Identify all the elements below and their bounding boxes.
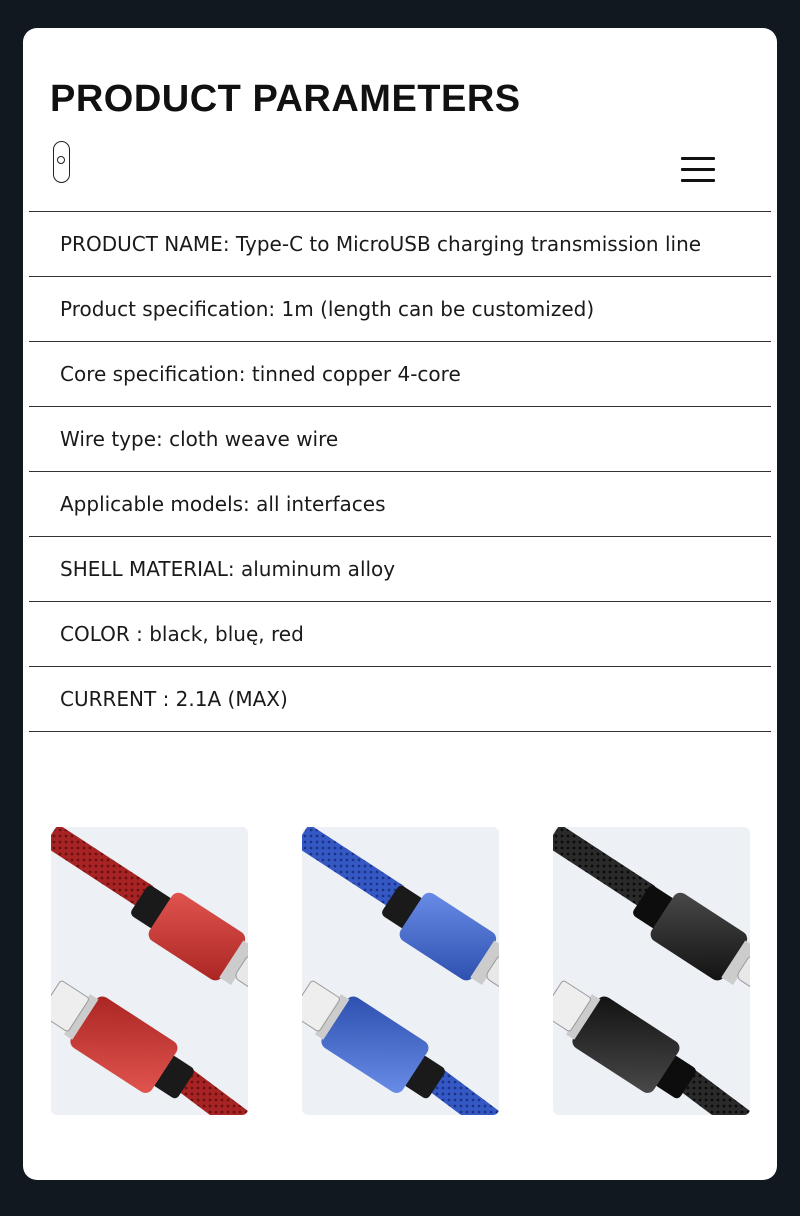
param-text: PRODUCT NAME: Type-C to MicroUSB charging transmission line [60,232,702,256]
param-text: Product specification: 1m (length can be customized) [60,297,595,321]
param-text: CURRENT : 2.1A (MAX) [60,687,288,711]
param-text: Applicable models: all interfaces [60,492,386,516]
hamburger-menu-icon[interactable] [681,157,715,183]
param-text: Wire type: cloth weave wire [60,427,339,451]
param-row-product-name [29,212,771,277]
blue-cable-image [302,827,499,1115]
param-row-core [29,342,771,407]
param-row-current [29,667,771,732]
black-cable-image [553,827,750,1115]
mouse-scroll-icon [53,141,70,183]
param-text: COLOR : black, bluę, red [60,622,304,646]
param-row-color [29,602,771,667]
param-text: Core specification: tinned copper 4-core [60,362,461,386]
param-row-shell [29,537,771,602]
param-row-models [29,472,771,537]
param-row-wire-type [29,407,771,472]
parameters-table [29,211,771,732]
product-parameters-card [23,28,777,1180]
param-row-specification [29,277,771,342]
param-text: SHELL MATERIAL: aluminum alloy [60,557,396,581]
red-cable-image [51,827,248,1115]
page-title: PRODUCT PARAMETERS [50,78,521,120]
